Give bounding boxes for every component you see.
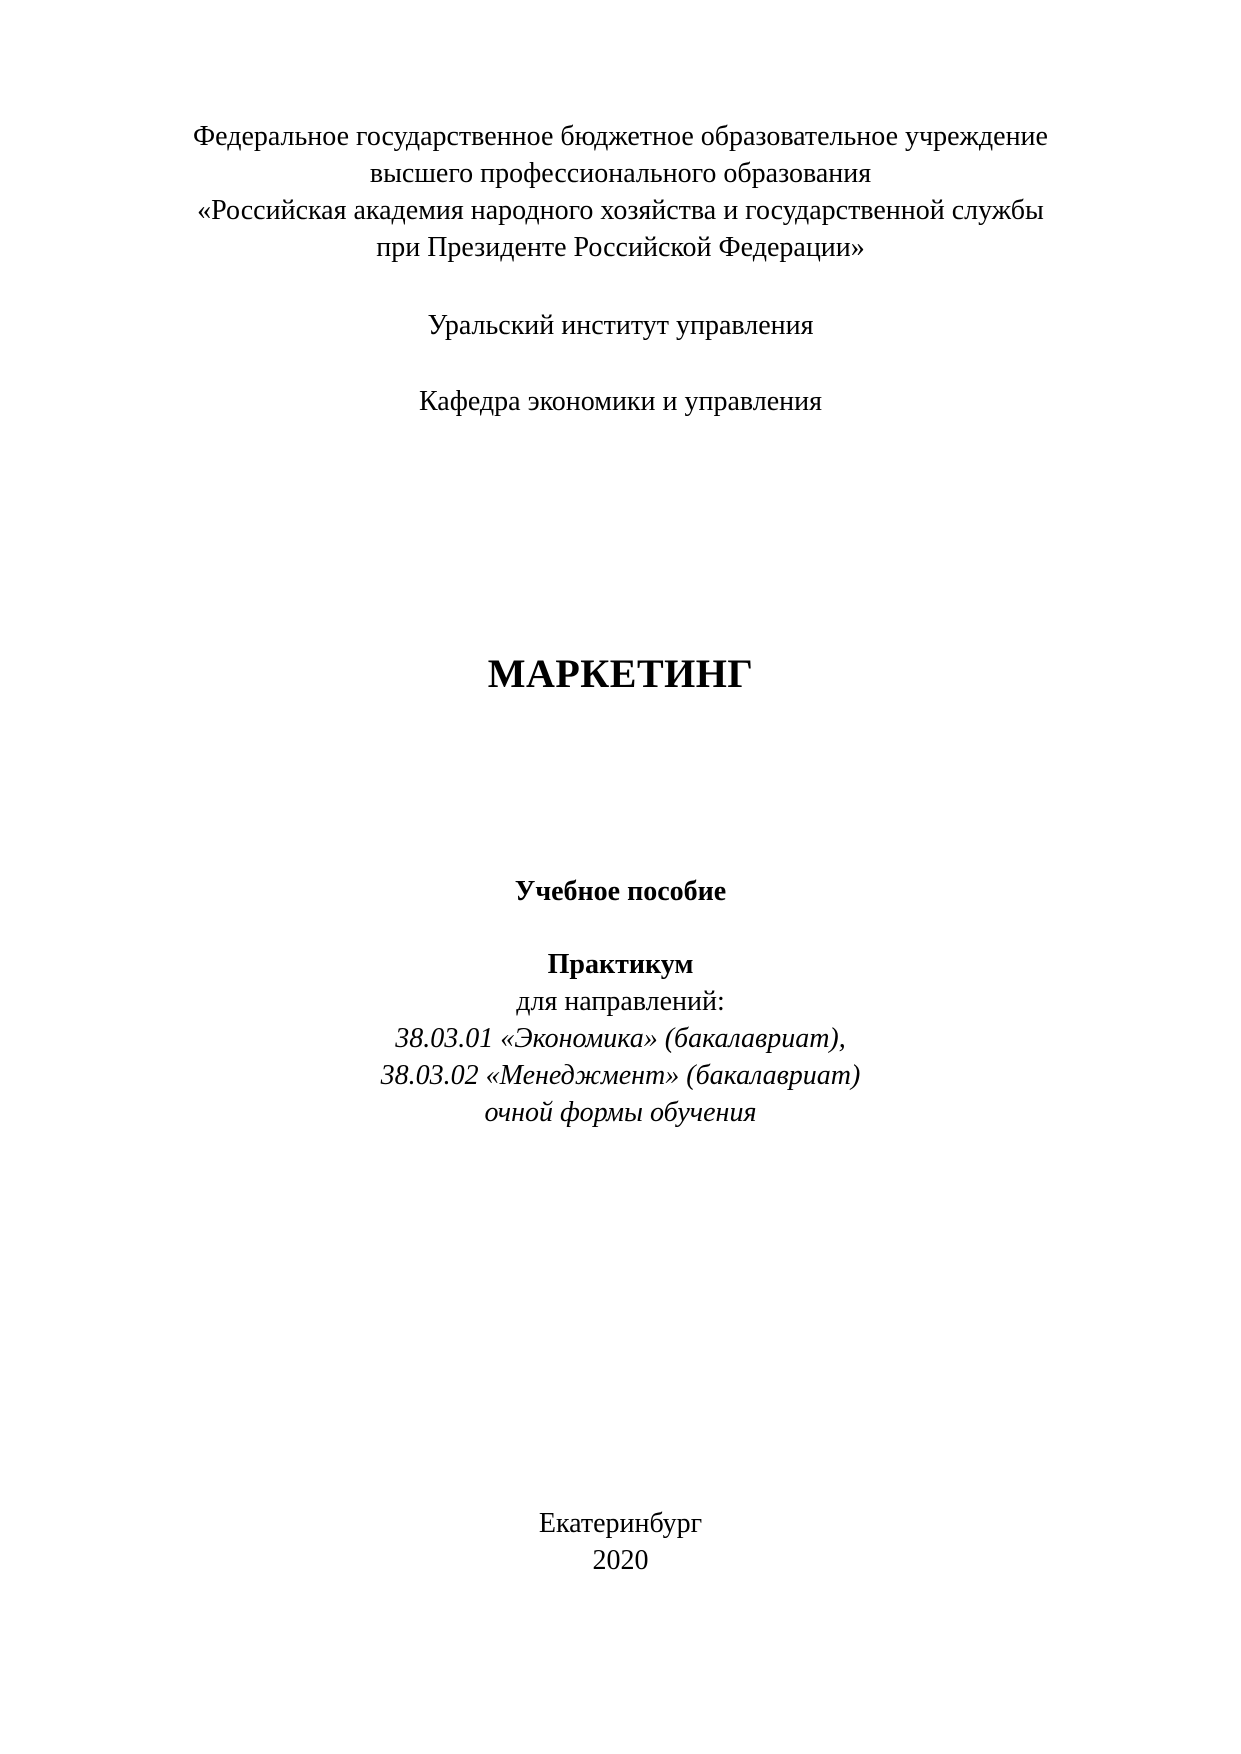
publication-footer [0,1505,1241,1579]
direction-management: 38.03.02 «Менеджмент» (бакалавриат) [380,1060,861,1091]
institution-line-1: Федеральное государственное бюджетное образовательное учреждение [193,121,1048,152]
city: Екатеринбург [538,1508,703,1539]
document-title [0,648,1241,700]
practicum-heading: Практикум [547,949,694,980]
title-text: МАРКЕТИНГ [487,651,754,696]
practicum-block [0,946,1241,1131]
institution-line-2: высшего профессионального образования [369,158,872,189]
doc-type-text: Учебное пособие [514,876,727,907]
study-form: очной формы обучения [484,1097,757,1128]
department-name [0,383,1241,420]
document-type [0,873,1241,910]
practicum-intro: для направлений: [516,986,725,1017]
department-line: Кафедра экономики и управления [418,386,823,417]
institution-line-4: при Президенте Российской Федерации» [376,232,865,263]
institution-header [0,118,1241,266]
year: 2020 [592,1545,649,1576]
direction-economics: 38.03.01 «Экономика» (бакалавриат), [395,1023,846,1054]
institute-line: Уральский институт управления [427,310,814,341]
institution-line-3: «Российская академия народного хозяйства и государственной службы [197,195,1044,226]
institute-name [0,307,1241,344]
